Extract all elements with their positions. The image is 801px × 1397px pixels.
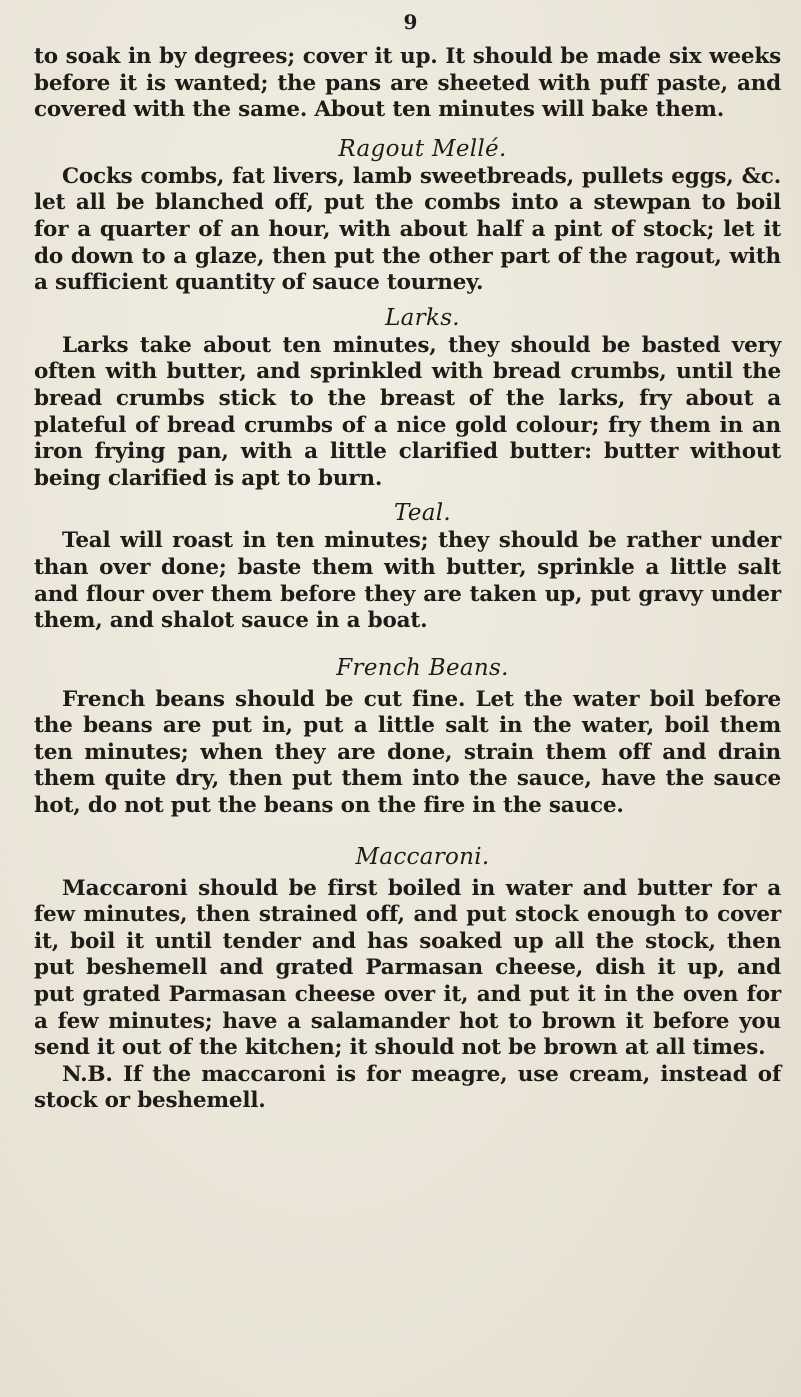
intro-continuation xyxy=(34,44,781,124)
recipe-note: N.B. If the maccaroni is for meagre, use cream, instead of stock or beshemell. xyxy=(34,1061,781,1114)
recipe-body: Maccaroni should be first boiled in water and butter for a few minutes, then strained off, and put stock enough to cover it, boil it until tender and has soaked up all the stock, then put beshemell and grated Parmasan cheese, dish it up, and put grated Parmasan cheese over it, and put it in the oven for a few minutes; have a salamander hot to brown it before you send it out of the kitchen; it should not be brown at all times. xyxy=(34,875,781,1061)
recipe-body: French beans should be cut fine. Let the water boil before the beans are put in, put a little salt in the water, boil them ten minutes; when they are done, strain them off and drain them quite dry, then put them into the sauce, have the sauce hot, do not put the beans on the fire in the sauce. xyxy=(34,686,781,819)
recipe-title: Teal. xyxy=(393,500,452,527)
recipe-body: Teal will roast in ten minutes; they should be rather under than over done; baste them with butter, sprinkle a little salt and flour over them before they are taken up, put gravy under them, and shalot sauce in a boat. xyxy=(34,528,781,634)
recipe-ragout-melle xyxy=(34,134,781,297)
recipe-title: Maccaroni. xyxy=(355,843,490,870)
recipe-teal xyxy=(34,498,781,634)
recipe-larks xyxy=(34,303,781,493)
page-number: 9 xyxy=(403,10,418,34)
recipe-maccaroni xyxy=(34,842,781,1115)
intro-paragraph: to soak in by degrees; cover it up. It should be made six weeks before it is wanted; the pans are sheeted with puff paste, and covered with the same. About ten minutes will bake them. xyxy=(34,44,781,123)
recipe-body: Larks take about ten minutes, they should be basted very often with butter, and sprinkled with bread crumbs, until the bread crumbs stick to the breast of the larks, fry about a plateful of bread crumbs of a nice gold colour; fry them in an iron frying pan, with a little clarified butter: butter without being clarified is apt to burn. xyxy=(34,332,781,491)
recipe-title: French Beans. xyxy=(336,654,509,681)
recipe-title: Larks. xyxy=(385,304,460,331)
recipe-body: Cocks combs, fat livers, lamb sweetbreads, pullets eggs, &c. let all be blanched off, put the combs into a stewpan to boil for a quarter of an hour, with about half a pint of stock; let it do down to a glaze, then put the other part of the ragout, with a sufficient quantity of sauce tourney. xyxy=(34,163,781,296)
recipe-french-beans xyxy=(34,653,781,820)
recipe-title: Ragout Mellé. xyxy=(338,135,507,162)
